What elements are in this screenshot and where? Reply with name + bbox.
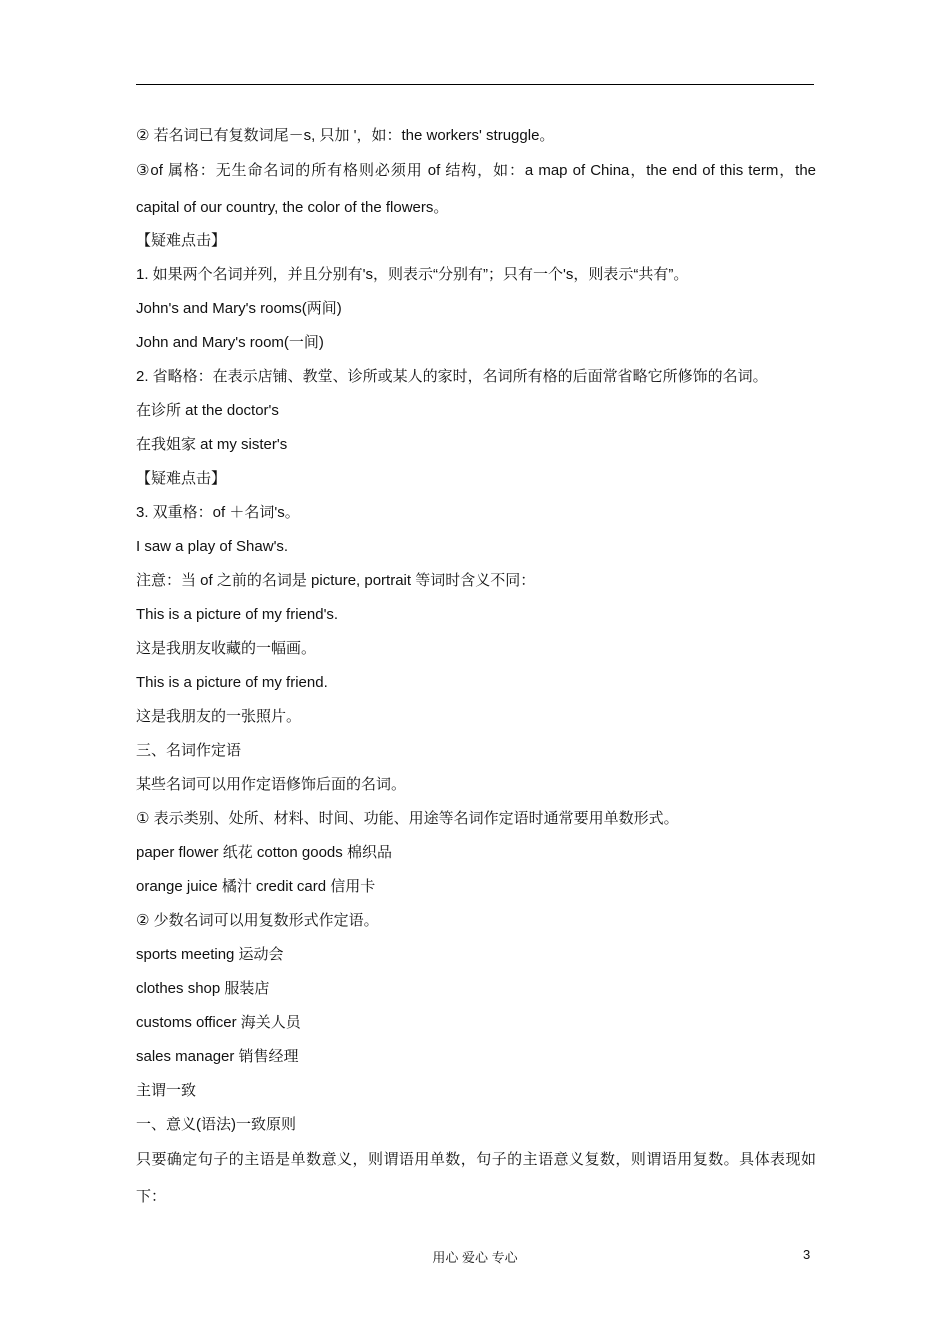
text-line: 1. 如果两个名词并列，并且分别有's，则表示“分别有”；只有一个's，则表示“共有”。: [136, 266, 689, 283]
text-line: 【疑难点击】: [136, 232, 227, 249]
text-line: ① 表示类别、处所、材料、时间、功能、用途等名词作定语时通常要用单数形式。: [136, 810, 679, 827]
text-line: ② 少数名词可以用复数形式作定语。: [136, 912, 379, 929]
header-rule: [136, 84, 814, 85]
text-line: John and Mary's room(一间): [136, 334, 324, 351]
text-line: ③of 属格：无生命名词的所有格则必须用 of 结构，如：a map of China，the end of this term，the capital of our country, the color of the flowers。: [136, 162, 816, 216]
text-line: clothes shop 服装店: [136, 980, 270, 997]
text-line: 【疑难点击】: [136, 470, 227, 487]
footer-motto: 用心 爱心 专心: [432, 1250, 518, 1265]
text-line: orange juice 橘汁 credit card 信用卡: [136, 878, 376, 895]
text-line: paper flower 纸花 cotton goods 棉织品: [136, 844, 392, 861]
text-line: 某些名词可以用作定语修饰后面的名词。: [136, 776, 407, 793]
text-line: 主谓一致: [136, 1082, 197, 1099]
text-line: 2. 省略格：在表示店铺、教堂、诊所或某人的家时，名词所有格的后面常省略它所修饰的名词。: [136, 368, 768, 385]
text-line: sports meeting 运动会: [136, 946, 284, 963]
text-line: 这是我朋友收藏的一幅画。: [136, 640, 317, 657]
text-line: customs officer 海关人员: [136, 1014, 301, 1031]
text-line: John's and Mary's rooms(两间): [136, 300, 342, 317]
text-line: 三、名词作定语: [136, 742, 242, 759]
text-line: 这是我朋友的一张照片。: [136, 708, 302, 725]
text-line: This is a picture of my friend's.: [136, 606, 339, 623]
text-line: I saw a play of Shaw's.: [136, 538, 289, 555]
text-line: 在我姐家 at my sister's: [136, 436, 288, 453]
text-line: ② 若名词已有复数词尾－s, 只加 '，如：the workers' struggle。: [136, 127, 555, 144]
text-line: 在诊所 at the doctor's: [136, 402, 279, 419]
text-line: sales manager 销售经理: [136, 1048, 299, 1065]
text-line: 3. 双重格：of ＋名词's。: [136, 504, 300, 521]
page-footer: [0, 1247, 950, 1267]
text-line: This is a picture of my friend.: [136, 674, 328, 691]
text-line: 注意：当 of 之前的名词是 picture, portrait 等词时含义不同：: [136, 572, 536, 589]
text-line: 只要确定句子的主语是单数意义，则谓语用单数，句子的主语意义复数，则谓语用复数。具体表现如下：: [136, 1151, 816, 1205]
document-body: [136, 122, 816, 1216]
text-line: 一、意义(语法)一致原则: [136, 1116, 296, 1133]
page-number: 3: [803, 1247, 811, 1262]
